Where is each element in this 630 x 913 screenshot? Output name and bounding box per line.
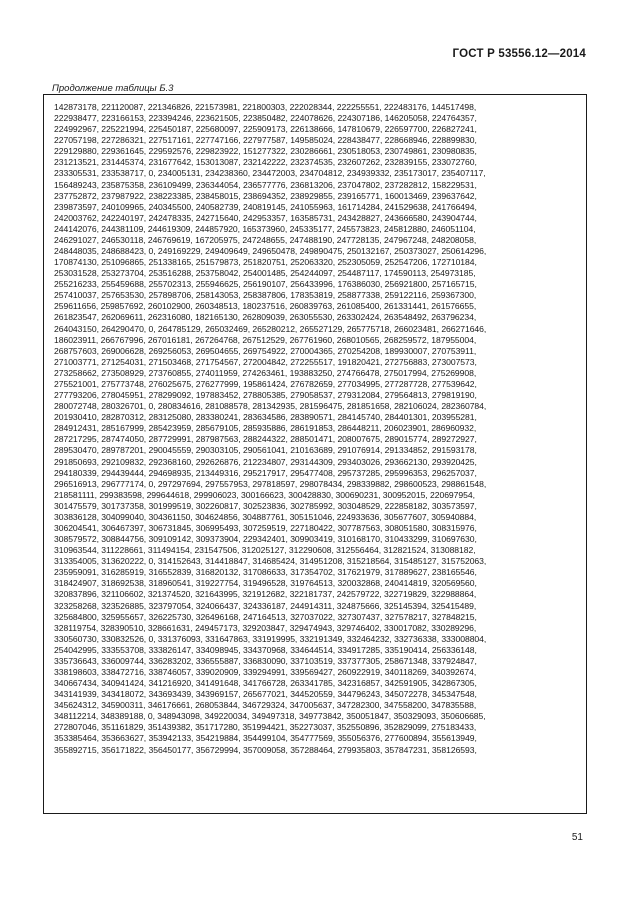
table-text-line: 335736643, 336009744, 336283202, 336555887, 336830090, 337103519, 337377305, 258671348, 337924847,	[54, 655, 477, 666]
table-text-line: 255216233, 255459688, 255702313, 255946625, 256190107, 256433996, 176386030, 256921800, 257165715,	[54, 279, 477, 290]
table-text-line: 296516913, 296777174, 0, 297297694, 297557953, 297818597, 298078434, 298339882, 298600523, 298861548,	[54, 478, 487, 489]
table-text-line: 325684800, 325955657, 326225730, 326496168, 247164513, 327037022, 327307437, 327578217, 327848215,	[54, 611, 477, 622]
table-text-line: 273258662, 273508929, 273760855, 274011959, 274263461, 193883250, 274766478, 275017994, 275269908,	[54, 367, 477, 378]
table-text-line: 229129880, 229361645, 229592576, 229823922, 151277322, 230286661, 230518053, 230749861, 230980835,	[54, 146, 477, 157]
table-text-line: 345624312, 345900311, 346176661, 268053844, 346729324, 347005637, 347282300, 347558200, 347835588,	[54, 700, 477, 711]
table-text-line: 291850693, 292109832, 292368160, 292626876, 212234807, 293144309, 293403026, 293662130, 293920425,	[54, 456, 477, 467]
table-text-line: 348112214, 348389188, 0, 348943098, 349220034, 349497318, 349773842, 350051847, 350329093, 350606685,	[54, 711, 486, 722]
table-text-line: 272807046, 351161829, 351439382, 351717280, 351994421, 352273037, 352550896, 352829099, 275183433,	[54, 722, 477, 733]
table-text-line: 242003762, 242240197, 242478335, 242715640, 242953357, 163585731, 243428827, 243666580, 243904744,	[54, 212, 477, 223]
table-text-line: 142873178, 221120087, 221346826, 221573981, 221800303, 222028344, 222255551, 222483176, 144517498,	[54, 102, 477, 112]
table-text-line: 222938477, 223166153, 223394246, 223621505, 223850482, 224078626, 224307186, 146205058, 224764357,	[54, 113, 477, 124]
table-text-line: 170874130, 251096865, 251338165, 251579873, 251820751, 252063320, 252305059, 252547206, 172710184,	[54, 257, 477, 268]
table-text-line: 244142076, 244381109, 244619309, 244857920, 165373960, 245335177, 245573823, 245812880, 246051104,	[54, 223, 476, 234]
table-text-line: 268757603, 269006628, 269256053, 269504655, 269754922, 270004365, 270254208, 189930007, 270753911,	[54, 345, 477, 356]
table-text-line: 284912431, 285167999, 285423959, 285679105, 285935886, 286191853, 286448211, 206023901, 286960932,	[54, 423, 477, 434]
table-text-line: 264043150, 264290470, 0, 264785129, 265032469, 265280212, 265527129, 265775718, 266023481, 266271646,	[54, 323, 487, 334]
data-table-frame	[43, 94, 587, 814]
table-text-line: 218581111, 299383598, 299644618, 299906023, 300166623, 300428830, 300690231, 300952015, 220697954,	[54, 489, 475, 500]
table-text-line: 294180339, 294439444, 294698935, 213449316, 295217917, 295477408, 295737285, 295996353, 296257037,	[54, 467, 477, 478]
table-text-line: 306204541, 306467397, 306731845, 306995493, 307259519, 227180422, 307787563, 308051580, 308315976,	[54, 522, 477, 533]
table-text-line: 271003771, 271254031, 271503468, 271754567, 272004842, 272255517, 191820421, 272756883, 273007573,	[54, 356, 477, 367]
table-text-line: 253031528, 253273704, 253516288, 253758042, 254001485, 254244097, 254487117, 174590113, 254973185,	[54, 268, 476, 279]
table-text-line: 224992967, 225221994, 225450187, 225680097, 225909173, 226138666, 147810679, 226597700, 226827241,	[54, 124, 477, 135]
table-text-line: 261823547, 262069611, 262316080, 182165130, 262809039, 263055530, 263302424, 263548492, 263796234,	[54, 312, 477, 323]
table-text-line: 308579572, 308844756, 309109142, 309373904, 229342401, 309903419, 310168170, 310433299, 310697630,	[54, 534, 477, 545]
table-text-line: 257410037, 257653530, 257898706, 258143053, 258387806, 178353819, 258877338, 259122116, 259367300,	[54, 290, 477, 301]
table-text-line: 246291027, 246530118, 246769619, 167205975, 247248655, 247488190, 247728135, 247967248, 248208058,	[54, 234, 477, 245]
table-text-line: 237752872, 237987922, 238223385, 238458015, 238694352, 238929855, 239165771, 160013469, 239637642,	[54, 190, 477, 201]
table-text-line: 303836128, 304099040, 304361150, 304624856, 304887761, 305151046, 224933636, 305677607, 305940884,	[54, 511, 477, 522]
table-body-numbers	[54, 102, 584, 756]
table-text-line: 248448035, 248688423, 0, 249169229, 249409649, 249650478, 249890475, 250132167, 250373027, 250614296,	[54, 246, 487, 257]
table-text-line: 353385464, 353663627, 353942133, 354219884, 354499104, 354777569, 355056376, 277600894, 355613949,	[54, 733, 477, 744]
table-text-line: 231213521, 231445374, 231677642, 153013087, 232142222, 232374535, 232607262, 232839155, 233072760,	[54, 157, 477, 168]
table-text-line: 275521001, 275773748, 276025675, 276277999, 195861424, 276782659, 277034995, 277287728, 277539642,	[54, 378, 477, 389]
table-text-line: 239873597, 240109965, 240345500, 240582739, 240819145, 241055963, 161714284, 241529638, 241766494,	[54, 201, 477, 212]
table-text-line: 320837896, 321106602, 321374520, 321643995, 321912682, 322181737, 242579722, 322719829, 322988864,	[54, 589, 477, 600]
table-text-line: 355892715, 356171822, 356450177, 356729994, 357009058, 357288464, 279935803, 357847231, 358126593,	[54, 744, 477, 755]
table-text-line: 227057198, 227286321, 227517161, 227747166, 227977587, 149585024, 228438477, 228668946, 228899830,	[54, 135, 477, 146]
page-number: 51	[571, 832, 583, 843]
table-text-line: 156489243, 235875358, 236109499, 236344054, 236577776, 236813206, 237047802, 237282812, 158229531,	[54, 179, 477, 190]
table-text-line: 235959091, 316285919, 316552839, 316820132, 317086633, 317354702, 317621979, 317889627, 238165546,	[54, 567, 477, 578]
table-text-line: 301475579, 301737358, 301999519, 302260817, 302523836, 302785992, 303048529, 222858182, 303573597,	[54, 500, 477, 511]
table-text-line: 280072748, 280326701, 0, 280834616, 281088578, 281342935, 281596475, 281851658, 282106024, 282360784,	[54, 401, 487, 412]
standard-header: ГОСТ Р 53556.12—2014	[452, 48, 586, 60]
table-text-line: 277793206, 278045951, 278299092, 197883452, 278805385, 279058537, 279312084, 279564813, 279819190,	[54, 390, 477, 401]
table-text-line: 328119754, 328390510, 328661631, 249457173, 329203847, 329474943, 329746402, 330017082, 330289296,	[54, 622, 477, 633]
table-text-line: 289530470, 289787201, 290045559, 290303105, 290561041, 210163689, 291076914, 291334852, 291593178,	[54, 445, 477, 456]
table-text-line: 186023911, 266767996, 267016181, 267264768, 267512529, 267761960, 268010565, 268259572, 187955004,	[54, 334, 477, 345]
table-text-line: 323258268, 323526885, 323797054, 324066437, 324336187, 244914311, 324875666, 325145394, 325415489,	[54, 600, 477, 611]
table-text-line: 318424907, 318692538, 318960541, 319227754, 319496528, 319764513, 320032868, 240414819, 320569560,	[54, 578, 477, 589]
table-text-line: 330560730, 330832526, 0, 331376093, 331647863, 331919995, 332191349, 332464232, 332736338, 333008804,	[54, 633, 487, 644]
table-text-line: 201930410, 282870312, 283125080, 283380241, 283634586, 283890571, 284145740, 284401301, 203955281,	[54, 412, 477, 423]
table-text-line: 338198603, 338472716, 338746057, 339020909, 339294991, 339569427, 260922919, 340118269, 340392674,	[54, 666, 477, 677]
table-text-line: 287217295, 287474050, 287729991, 287987563, 288244322, 288501471, 208007675, 289015774, 289272927,	[54, 434, 477, 445]
table-text-line: 310963544, 311228661, 311494154, 231547506, 312025127, 312290608, 312556464, 312821524, 313088182,	[54, 545, 476, 556]
table-text-line: 340667434, 340941424, 341216920, 341491648, 341766728, 263341785, 342316857, 342591905, 342867305,	[54, 678, 477, 689]
table-text-line: 343141939, 343418072, 343693439, 343969157, 265677021, 344520559, 344796243, 345072278, 345347548,	[54, 689, 477, 700]
table-text-line: 254042995, 333553708, 333826147, 334098945, 334370968, 334644514, 334917285, 335190414, 256336148,	[54, 644, 477, 655]
table-text-line: 259611656, 259857692, 260102900, 260348513, 180237516, 260839763, 261085400, 261331441, 261576655,	[54, 301, 477, 312]
table-text-line: 313354005, 313620222, 0, 314152643, 314418847, 314685424, 314951208, 315218564, 315485127, 315752063,	[54, 556, 487, 567]
table-caption: Продолжение таблицы Б.3	[52, 83, 174, 94]
table-text-line: 233305531, 233538717, 0, 234005131, 234238360, 234472003, 234704812, 234939332, 235173017, 235407117,	[54, 168, 486, 179]
